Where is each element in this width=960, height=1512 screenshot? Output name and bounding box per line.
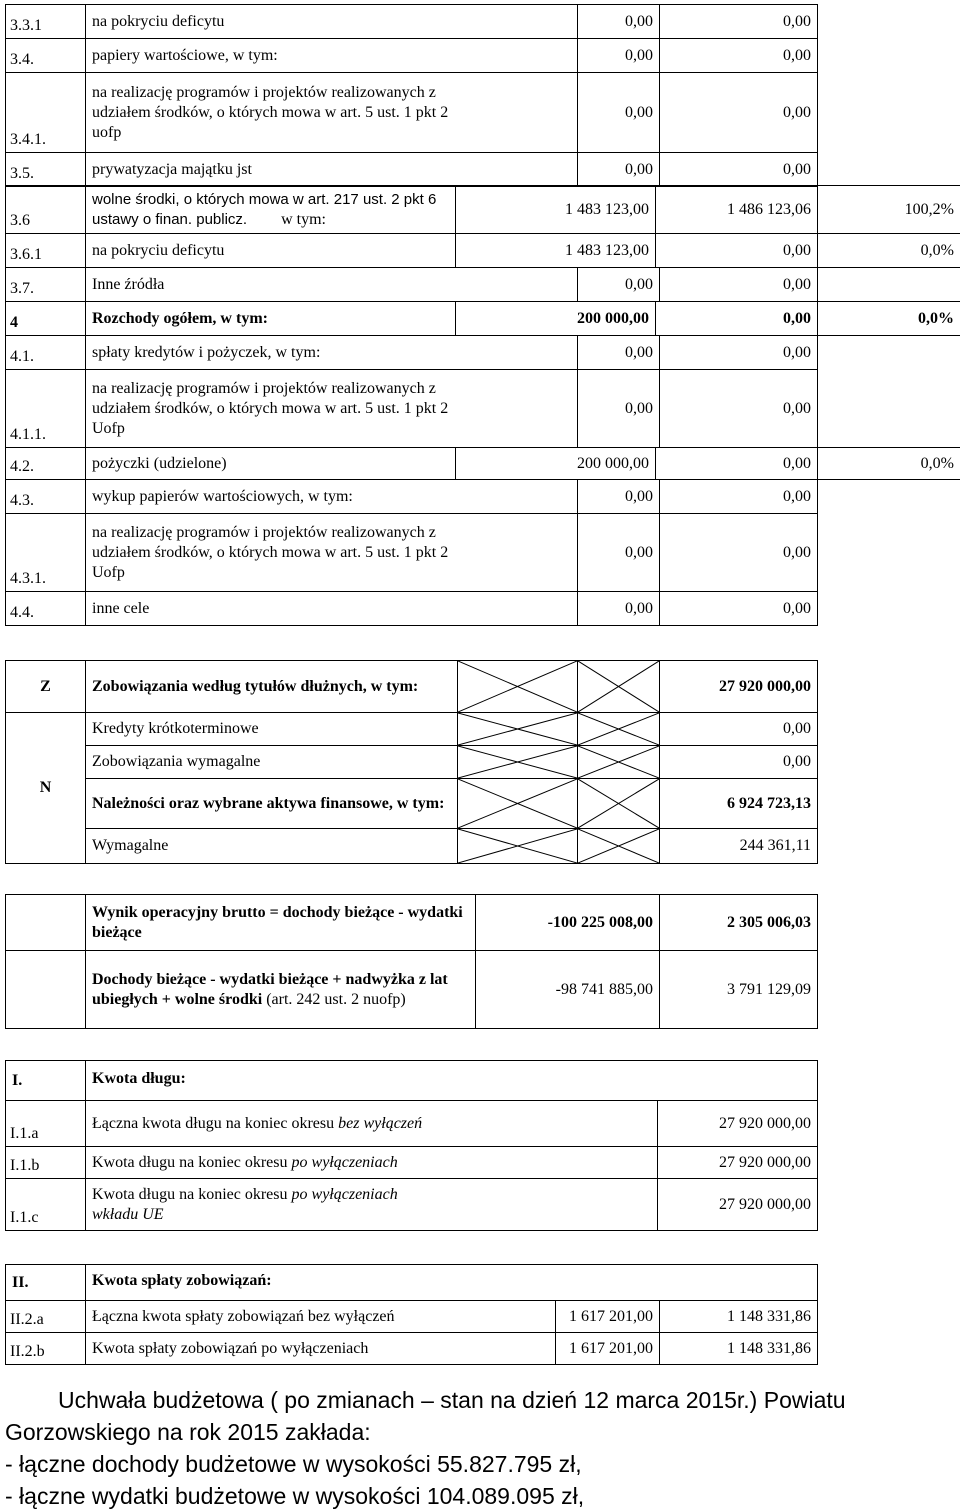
table-row bbox=[6, 661, 818, 713]
row-label-italic: po wyłączeniach bbox=[292, 1154, 398, 1171]
row-code: 3.4. bbox=[6, 39, 86, 73]
cross-mark bbox=[458, 746, 577, 778]
debt-value: 27 920 000,00 bbox=[658, 1101, 818, 1147]
row-label: pożyczki (udzielone) bbox=[86, 448, 456, 480]
row-label: na realizację programów i projektów realizowanych z udziałem środków, o których mowa w art. 5 ust. 1 pkt 2 Uofp bbox=[86, 514, 578, 592]
debt-amount-table bbox=[5, 1060, 818, 1231]
table-row bbox=[6, 713, 818, 746]
row-code: 3.3.1 bbox=[6, 5, 86, 39]
executed-value: 0,00 bbox=[660, 268, 818, 302]
summary-line: - łączne dochody budżetowe w wysokości 55.827.795 zł, bbox=[5, 1448, 955, 1480]
table-row bbox=[6, 39, 818, 73]
row-code: 4.1. bbox=[6, 336, 86, 370]
executed-value: 0,00 bbox=[660, 73, 818, 153]
row-label: spłaty kredytów i pożyczek, w tym: bbox=[86, 336, 578, 370]
executed-value: 0,00 bbox=[660, 153, 818, 187]
table-row bbox=[6, 514, 818, 592]
planned-value: 0,00 bbox=[578, 592, 660, 626]
row-code: 3.4.1. bbox=[6, 73, 86, 153]
table-row bbox=[6, 234, 960, 268]
executed-value: 1 148 331,86 bbox=[660, 1301, 818, 1333]
row-code: 3.6 bbox=[6, 186, 86, 234]
executed-value: 2 305 006,03 bbox=[660, 895, 818, 951]
executed-value: 0,00 bbox=[660, 370, 818, 448]
planned-value: 0,00 bbox=[578, 39, 660, 73]
row-label: Wynik operacyjny brutto = dochody bieżące - wydatki bieżące bbox=[86, 895, 476, 951]
budget-table-free-funds bbox=[5, 185, 960, 268]
row-label-bold: Dochody bieżące - wydatki bieżące + nadwyżka z lat ubiegłych + wolne środki bbox=[92, 971, 448, 1008]
row-label-suffix: w tym: bbox=[281, 211, 326, 228]
row-label bbox=[86, 1147, 658, 1179]
row-label bbox=[86, 1101, 658, 1147]
executed-value: 3 791 129,09 bbox=[660, 951, 818, 1029]
debt-value: 27 920 000,00 bbox=[658, 1179, 818, 1231]
cross-mark bbox=[578, 746, 659, 778]
planned-value: 0,00 bbox=[578, 514, 660, 592]
crossed-cell bbox=[458, 746, 578, 779]
row-code: I. bbox=[6, 1061, 86, 1101]
row-label bbox=[86, 186, 456, 234]
row-code: 4.3. bbox=[6, 480, 86, 514]
receivable-value: 244 361,11 bbox=[660, 829, 818, 864]
planned-value: 200 000,00 bbox=[456, 448, 656, 480]
row-label: Kredyty krótkoterminowe bbox=[86, 713, 458, 746]
planned-value: 0,00 bbox=[578, 370, 660, 448]
debt-value: 27 920 000,00 bbox=[658, 1147, 818, 1179]
liability-value: 0,00 bbox=[660, 746, 818, 779]
row-code: 4.3.1. bbox=[6, 514, 86, 592]
crossed-cell bbox=[458, 713, 578, 746]
row-label: Należności oraz wybrane aktywa finansowe, w tym: bbox=[86, 779, 458, 829]
planned-value: 0,00 bbox=[578, 5, 660, 39]
table-row bbox=[6, 73, 818, 153]
row-label: Zobowiązania według tytułów dłużnych, w tym: bbox=[86, 661, 458, 713]
cross-mark bbox=[578, 661, 659, 712]
percent-value: 0,0% bbox=[818, 448, 960, 480]
executed-value: 1 148 331,86 bbox=[660, 1333, 818, 1365]
summary-line: Uchwała budżetowa ( po zmianach – stan na dzień 12 marca 2015r.) Powiatu bbox=[5, 1384, 955, 1416]
row-label: inne cele bbox=[86, 592, 578, 626]
executed-value: 0,00 bbox=[656, 448, 818, 480]
budget-table-securities bbox=[5, 479, 818, 626]
row-label: prywatyzacja majątku jst bbox=[86, 153, 578, 187]
planned-value: 0,00 bbox=[578, 480, 660, 514]
budget-table-loans bbox=[5, 447, 960, 480]
row-code: 4.1.1. bbox=[6, 370, 86, 448]
row-code: I.1.c bbox=[6, 1179, 86, 1231]
row-label: na realizację programów i projektów realizowanych z udziałem środków, o których mowa w art. 5 ust. 1 pkt 2 Uofp bbox=[86, 370, 578, 448]
cross-mark bbox=[578, 829, 659, 863]
row-label: Inne źródła bbox=[86, 268, 578, 302]
table-row bbox=[6, 779, 818, 829]
planned-value: 200 000,00 bbox=[456, 302, 656, 336]
cross-mark bbox=[458, 661, 577, 712]
executed-value: 0,00 bbox=[660, 480, 818, 514]
row-code: N bbox=[6, 713, 86, 864]
table-row bbox=[6, 370, 818, 448]
row-code bbox=[6, 951, 86, 1029]
planned-value: -100 225 008,00 bbox=[476, 895, 660, 951]
crossed-cell bbox=[578, 746, 660, 779]
row-label-text: Kwota długu na koniec okresu bbox=[92, 1154, 292, 1171]
budget-table-other-sources bbox=[5, 267, 818, 302]
row-code: Z bbox=[6, 661, 86, 713]
row-label: wykup papierów wartościowych, w tym: bbox=[86, 480, 578, 514]
cross-mark bbox=[578, 713, 659, 745]
cross-mark bbox=[458, 713, 577, 745]
crossed-cell bbox=[578, 661, 660, 713]
budget-table-expenditures-total bbox=[5, 301, 960, 336]
planned-value: 1 617 201,00 bbox=[556, 1333, 660, 1365]
budget-table-income-expense bbox=[5, 4, 818, 187]
table-row bbox=[6, 1179, 818, 1231]
table-row bbox=[6, 592, 818, 626]
operating-result-table bbox=[5, 894, 818, 1029]
executed-value: 1 486 123,06 bbox=[656, 186, 818, 234]
section-title: Kwota spłaty zobowiązań: bbox=[86, 1265, 818, 1301]
crossed-cell bbox=[578, 829, 660, 864]
planned-value: 0,00 bbox=[578, 336, 660, 370]
summary-line: Gorzowskiego na rok 2015 zakłada: bbox=[5, 1416, 955, 1448]
planned-value: 1 483 123,00 bbox=[456, 234, 656, 268]
row-label: Kwota spłaty zobowiązań po wyłączeniach bbox=[86, 1333, 556, 1365]
table-row bbox=[6, 1265, 818, 1301]
row-label-text: Łączna kwota długu na koniec okresu bbox=[92, 1115, 338, 1132]
table-row bbox=[6, 1101, 818, 1147]
row-label: na pokryciu deficytu bbox=[86, 234, 456, 268]
executed-value: 0,00 bbox=[656, 234, 818, 268]
row-label: Zobowiązania wymagalne bbox=[86, 746, 458, 779]
row-label bbox=[86, 951, 476, 1029]
crossed-cell bbox=[458, 829, 578, 864]
percent-value: 100,2% bbox=[818, 186, 960, 234]
table-row bbox=[6, 268, 818, 302]
liability-value: 27 920 000,00 bbox=[660, 661, 818, 713]
summary-line: - łączne wydatki budżetowe w wysokości 104.089.095 zł, bbox=[5, 1480, 955, 1512]
budget-table-repayments bbox=[5, 335, 818, 448]
table-row bbox=[6, 895, 818, 951]
row-code: I.1.a bbox=[6, 1101, 86, 1147]
budget-summary-text bbox=[5, 1384, 955, 1512]
row-code: II. bbox=[6, 1265, 86, 1301]
row-code: 3.5. bbox=[6, 153, 86, 187]
table-row bbox=[6, 336, 818, 370]
crossed-cell bbox=[458, 779, 578, 829]
executed-value: 0,00 bbox=[660, 514, 818, 592]
executed-value: 0,00 bbox=[656, 302, 818, 336]
table-row bbox=[6, 746, 818, 779]
table-row bbox=[6, 153, 818, 187]
row-code: 3.7. bbox=[6, 268, 86, 302]
row-label: Wymagalne bbox=[86, 829, 458, 864]
row-code: II.2.a bbox=[6, 1301, 86, 1333]
table-row bbox=[6, 951, 818, 1029]
planned-value: -98 741 885,00 bbox=[476, 951, 660, 1029]
table-row bbox=[6, 302, 960, 336]
crossed-cell bbox=[578, 713, 660, 746]
planned-value: 1 617 201,00 bbox=[556, 1301, 660, 1333]
receivable-value: 6 924 723,13 bbox=[660, 779, 818, 829]
row-label: papiery wartościowe, w tym: bbox=[86, 39, 578, 73]
table-row bbox=[6, 186, 960, 234]
table-row bbox=[6, 5, 818, 39]
crossed-cell bbox=[578, 779, 660, 829]
table-row bbox=[6, 448, 960, 480]
cross-mark bbox=[458, 829, 577, 863]
row-label: na realizację programów i projektów realizowanych z udziałem środków, o których mowa w art. 5 ust. 1 pkt 2 uofp bbox=[86, 73, 578, 153]
executed-value: 0,00 bbox=[660, 5, 818, 39]
table-row bbox=[6, 480, 818, 514]
executed-value: 0,00 bbox=[660, 592, 818, 626]
row-code: 4.2. bbox=[6, 448, 86, 480]
table-row bbox=[6, 1333, 818, 1365]
planned-value: 1 483 123,00 bbox=[456, 186, 656, 234]
row-label: na pokryciu deficytu bbox=[86, 5, 578, 39]
row-label bbox=[86, 1179, 658, 1231]
row-label-italic: po wyłączeniach wkładu UE bbox=[92, 1186, 398, 1223]
liabilities-table bbox=[5, 660, 818, 864]
executed-value: 0,00 bbox=[660, 39, 818, 73]
row-label-text: Kwota długu na koniec okresu bbox=[92, 1186, 292, 1203]
cross-mark bbox=[578, 779, 659, 828]
row-code: 4.4. bbox=[6, 592, 86, 626]
percent-value: 0,0% bbox=[818, 302, 960, 336]
row-label-italic: bez wyłączeń bbox=[338, 1115, 422, 1132]
section-title: Kwota długu: bbox=[86, 1061, 818, 1101]
row-code: II.2.b bbox=[6, 1333, 86, 1365]
repayment-amount-table bbox=[5, 1264, 818, 1365]
row-label-rest: (art. 242 ust. 2 nuofp) bbox=[266, 991, 406, 1008]
percent-value: 0,0% bbox=[818, 234, 960, 268]
row-code: I.1.b bbox=[6, 1147, 86, 1179]
table-row bbox=[6, 1061, 818, 1101]
planned-value: 0,00 bbox=[578, 268, 660, 302]
cross-mark bbox=[458, 779, 577, 828]
table-row bbox=[6, 829, 818, 864]
liability-value: 0,00 bbox=[660, 713, 818, 746]
row-label: Łączna kwota spłaty zobowiązań bez wyłączeń bbox=[86, 1301, 556, 1333]
row-label: Rozchody ogółem, w tym: bbox=[86, 302, 456, 336]
row-code bbox=[6, 895, 86, 951]
row-code: 4 bbox=[6, 302, 86, 336]
table-row bbox=[6, 1147, 818, 1179]
row-code: 3.6.1 bbox=[6, 234, 86, 268]
row-label-text: wolne środki, o których mowa w art. 217 ust. 2 pkt 6 ustawy o finan. publicz. bbox=[92, 191, 436, 228]
crossed-cell bbox=[458, 661, 578, 713]
planned-value: 0,00 bbox=[578, 73, 660, 153]
table-row bbox=[6, 1301, 818, 1333]
planned-value: 0,00 bbox=[578, 153, 660, 187]
executed-value: 0,00 bbox=[660, 336, 818, 370]
